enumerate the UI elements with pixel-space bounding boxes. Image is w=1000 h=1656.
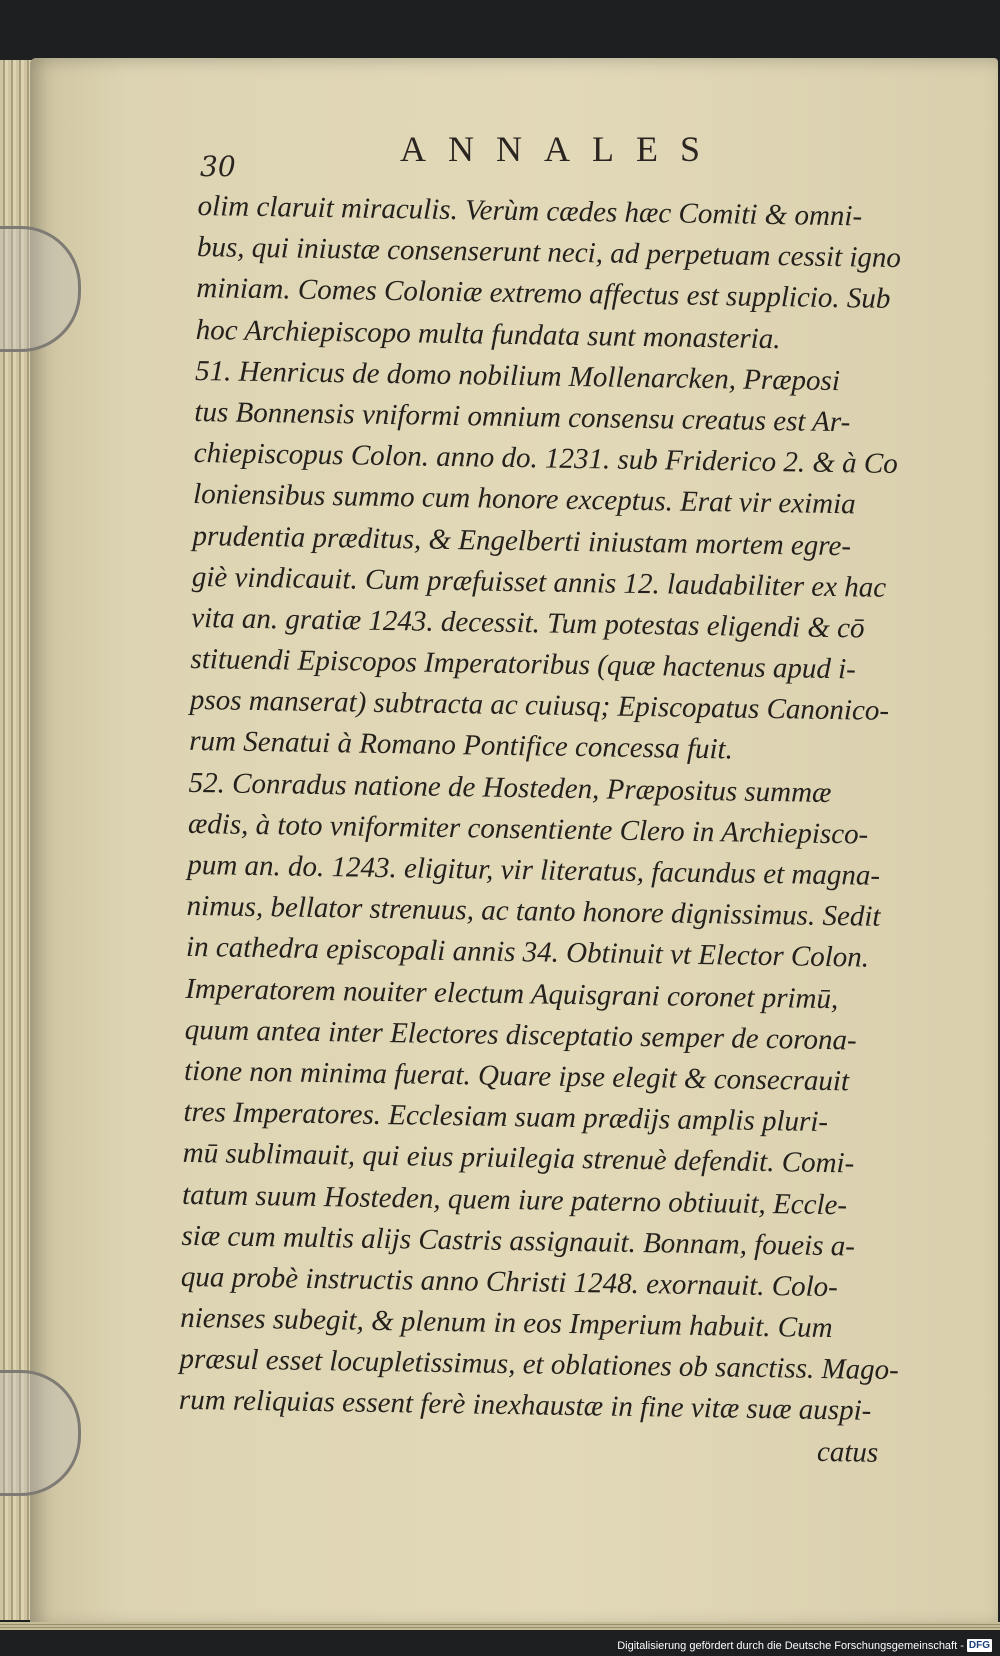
text-line: rum Senatui à Romano Pontifice concessa fuit. (189, 725, 734, 766)
text-line: miniam. Comes Coloniæ extremo affectus est supplicio. Sub (196, 272, 891, 316)
body-text (178, 186, 902, 1474)
dfg-logo: DFG (968, 1640, 990, 1651)
text-line: prudentia præditus, & Engelberti iniustam mortem egre- (192, 519, 852, 562)
text-line: bus, qui iniustæ consenserunt neci, ad perpetuam cessit igno (196, 231, 902, 275)
text-line: siæ cum multis alijs Castris assignauit. Bonnam, foueis a- (181, 1219, 856, 1263)
text-line: olim claruit miraculis. Verùm cædes hæc Comiti & omni- (197, 189, 863, 233)
text-line: 52. Conradus natione de Hosteden, Præpositus summæ (188, 766, 832, 809)
text-line: tus Bonnensis vniformi omnium consensu creatus est Ar- (194, 395, 851, 439)
running-title: ANNALES (400, 129, 722, 169)
text-line: in cathedra episcopali annis 34. Obtinuit vt Elector Colon. (185, 931, 870, 975)
text-line: quum antea inter Electores disceptatio semper de corona- (184, 1013, 857, 1057)
text-line: 51. Henricus de domo nobilium Mollenarcken, Præposi (194, 354, 841, 397)
text-line: tione non minima fuerat. Quare ipse elegit & consecrauit (183, 1054, 850, 1098)
text-line: nienses subegit, & plenum in eos Imperium habuit. Cum (179, 1301, 833, 1345)
text-line: chiepiscopus Colon. anno do. 1231. sub Friderico 2. & à Co (193, 437, 898, 481)
text-line: giè vindicauit. Cum præfuisset annis 12. laudabiliter ex hac (191, 560, 887, 604)
text-line: Imperatorem nouiter electum Aquisgrani coronet primū, (185, 972, 839, 1015)
text-line: psos manserat) subtracta ac cuiusq; Episcopatus Canonico- (189, 684, 890, 728)
text-line: stituendi Episcopos Imperatoribus (quæ hactenus apud i- (190, 643, 857, 686)
text-line: pum an. do. 1243. eligitur, vir literatus, facundus et magna- (187, 848, 881, 892)
text-line: tres Imperatores. Ecclesiam suam prædijs amplis pluri- (183, 1096, 829, 1139)
text-line: mū sublimauit, qui eius priuilegia strenuè defendit. Comi- (182, 1137, 855, 1180)
text-line: ædis, à toto vniformiter consentiente Clero in Archiepisco- (187, 807, 869, 851)
page-number: 30 (200, 150, 236, 183)
text-line: præsul esset locupletissimus, et oblationes ob sanctiss. Mago- (179, 1343, 900, 1387)
catchword: catus (816, 1435, 879, 1469)
text-line: hoc Archiepiscopo multa fundata sunt monasteria. (195, 313, 781, 355)
page-stack-bottom (0, 1622, 1000, 1630)
text-line: qua probè instructis anno Christi 1248. exornauit. Colo- (180, 1260, 839, 1304)
text-line: nimus, bellator strenuus, ac tanto honore dignissimus. Sedit (186, 890, 881, 933)
text-line: tatum suum Hosteden, quem iure paterno obtiuuit, Eccle- (181, 1178, 848, 1221)
footer-credit (617, 1639, 992, 1652)
text-line: rum reliquias essent ferè inexhaustæ in fine vitæ suæ auspi- (178, 1384, 872, 1428)
text-line: loniensibus summo cum honore exceptus. Erat vir eximia (192, 478, 856, 521)
footer-credit-text: Digitalisierung gefördert durch die Deutsche Forschungsgemeinschaft - (617, 1639, 964, 1652)
text-line: vita an. gratiæ 1243. decessit. Tum potestas eligendi & cō (190, 601, 865, 645)
